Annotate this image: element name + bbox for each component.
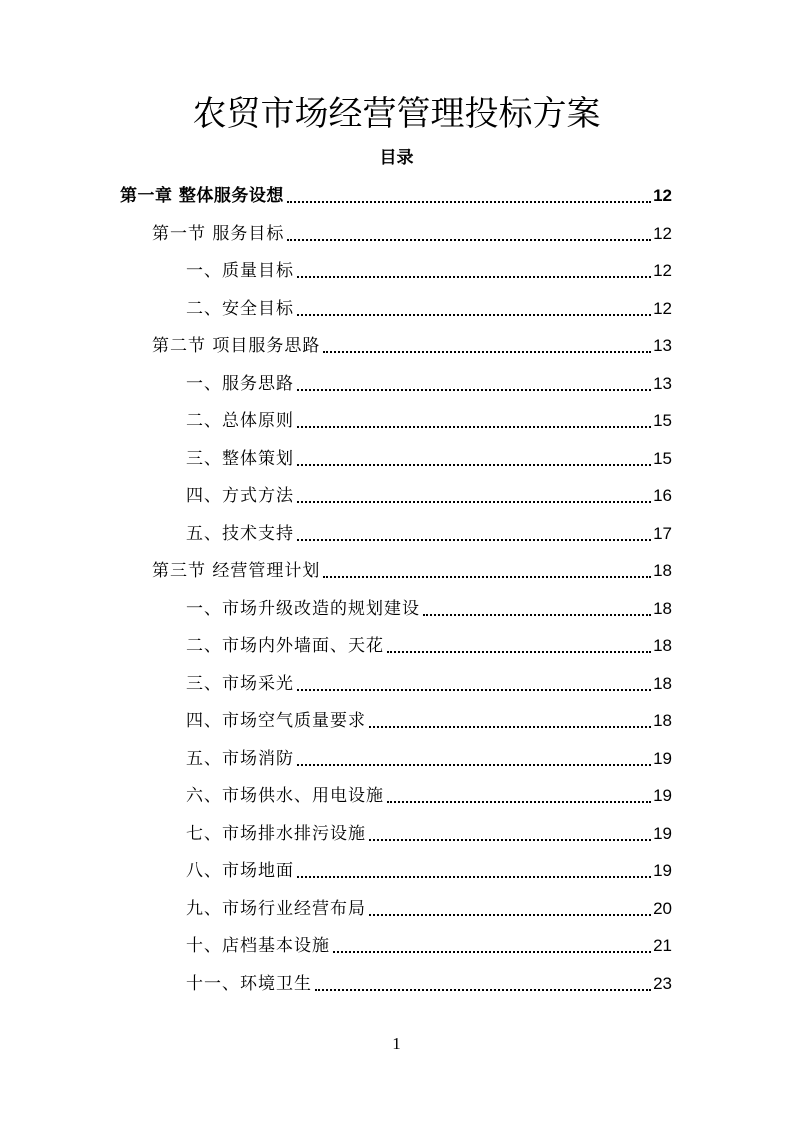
toc-dot-leader xyxy=(297,464,651,466)
toc-dot-leader xyxy=(387,651,651,653)
toc-entry-label: 第三节 经营管理计划 xyxy=(152,561,321,581)
toc-heading: 目录 xyxy=(379,148,414,168)
toc-entry-page-number: 15 xyxy=(653,448,672,468)
toc-dot-leader xyxy=(297,689,651,691)
toc-entry[interactable] xyxy=(186,776,672,810)
toc-entry-page-number: 20 xyxy=(653,898,672,918)
toc-entry-label: 二、总体原则 xyxy=(186,411,294,431)
toc-entry[interactable] xyxy=(186,626,672,660)
toc-entry-label: 五、市场消防 xyxy=(186,748,294,769)
toc-dot-leader xyxy=(297,426,651,428)
toc-dot-leader xyxy=(369,914,651,916)
toc-entry-label: 一、质量目标 xyxy=(186,261,294,281)
toc-entry-page-number: 19 xyxy=(653,748,672,768)
toc-entry[interactable] xyxy=(186,851,672,885)
toc-entry[interactable] xyxy=(186,439,672,473)
toc-dot-leader xyxy=(369,839,651,841)
toc-entry-page-number: 18 xyxy=(653,636,672,655)
toc-entry-page-number: 23 xyxy=(653,973,672,993)
toc-entry[interactable] xyxy=(186,514,672,548)
toc-entry-page-number: 12 xyxy=(653,261,672,280)
toc-entry-label: 十一、环境卫生 xyxy=(186,973,312,994)
toc-entry-label: 一、服务思路 xyxy=(186,373,294,394)
toc-entry-label: 五、技术支持 xyxy=(186,523,294,544)
toc-dot-leader xyxy=(333,951,651,953)
toc-entry-label: 四、市场空气质量要求 xyxy=(186,711,366,731)
toc-entry[interactable] xyxy=(186,289,672,323)
toc-dot-leader xyxy=(297,501,651,503)
toc-dot-leader xyxy=(323,351,651,353)
page-number: 1 xyxy=(392,1034,401,1053)
toc-dot-leader xyxy=(287,201,651,203)
toc-dot-leader xyxy=(387,801,651,803)
toc-entry[interactable] xyxy=(186,476,672,510)
toc-entry-page-number: 19 xyxy=(653,823,672,843)
toc-entry-page-number: 15 xyxy=(653,411,672,430)
toc-entry-page-number: 18 xyxy=(653,673,672,693)
toc-dot-leader xyxy=(297,876,651,878)
toc-entry-page-number: 12 xyxy=(653,223,672,243)
toc-dot-leader xyxy=(297,276,651,278)
toc-dot-leader xyxy=(369,726,651,728)
toc-entry[interactable] xyxy=(120,176,672,210)
toc-entry-label: 第二节 项目服务思路 xyxy=(152,336,321,356)
toc-entry-label: 九、市场行业经营布局 xyxy=(186,898,366,919)
toc-entry[interactable] xyxy=(152,214,672,248)
toc-dot-leader xyxy=(297,314,651,316)
toc-entry[interactable] xyxy=(186,251,672,285)
toc-dot-leader xyxy=(297,539,651,541)
toc-entry-label: 十、店档基本设施 xyxy=(186,936,330,956)
toc-entry-page-number: 21 xyxy=(653,936,672,955)
toc-entry-label: 三、市场采光 xyxy=(186,673,294,694)
toc-entry[interactable] xyxy=(186,926,672,960)
toc-dot-leader xyxy=(323,576,651,578)
toc-entry-label: 第一节 服务目标 xyxy=(152,223,285,244)
toc-entry[interactable] xyxy=(186,401,672,435)
toc-dot-leader xyxy=(297,764,651,766)
toc-entry-label: 四、方式方法 xyxy=(186,486,294,506)
toc-entry[interactable] xyxy=(186,814,672,848)
toc-dot-leader xyxy=(297,389,651,391)
toc-entry-page-number: 16 xyxy=(653,486,672,505)
toc-entry[interactable] xyxy=(152,551,672,585)
toc-entry-label: 六、市场供水、用电设施 xyxy=(186,786,384,806)
toc-entry[interactable] xyxy=(186,664,672,698)
toc-entry[interactable] xyxy=(152,326,672,360)
toc-entry-page-number: 12 xyxy=(653,298,672,318)
toc-entry-page-number: 17 xyxy=(653,523,672,543)
toc-entry[interactable] xyxy=(186,964,672,998)
toc-entry[interactable] xyxy=(186,589,672,623)
toc-entry[interactable] xyxy=(186,701,672,735)
toc-entry[interactable] xyxy=(186,364,672,398)
toc-entry-label: 二、市场内外墙面、天花 xyxy=(186,636,384,656)
toc-entry-label: 八、市场地面 xyxy=(186,861,294,881)
toc-entry-page-number: 19 xyxy=(653,786,672,805)
document-title: 农贸市场经营管理投标方案 xyxy=(192,94,601,134)
toc-dot-leader xyxy=(315,989,651,991)
toc-entry-page-number: 19 xyxy=(653,861,672,880)
toc-dot-leader xyxy=(423,614,651,616)
toc-entry-label: 三、整体策划 xyxy=(186,448,294,469)
toc-entry-page-number: 13 xyxy=(653,373,672,393)
toc-dot-leader xyxy=(287,239,651,241)
toc-entry-page-number: 18 xyxy=(653,711,672,730)
toc-entry[interactable] xyxy=(186,739,672,773)
toc-entry-page-number: 18 xyxy=(653,561,672,580)
toc-entry-page-number: 18 xyxy=(653,598,672,618)
toc-entry[interactable] xyxy=(186,889,672,923)
toc-entry-page-number: 12 xyxy=(653,186,672,205)
toc-entry-label: 第一章 整体服务设想 xyxy=(120,186,284,206)
toc-entry-page-number: 13 xyxy=(653,336,672,355)
toc-entry-label: 二、安全目标 xyxy=(186,298,294,319)
toc-entry-label: 一、市场升级改造的规划建设 xyxy=(186,598,420,619)
toc-entry-label: 七、市场排水排污设施 xyxy=(186,823,366,844)
